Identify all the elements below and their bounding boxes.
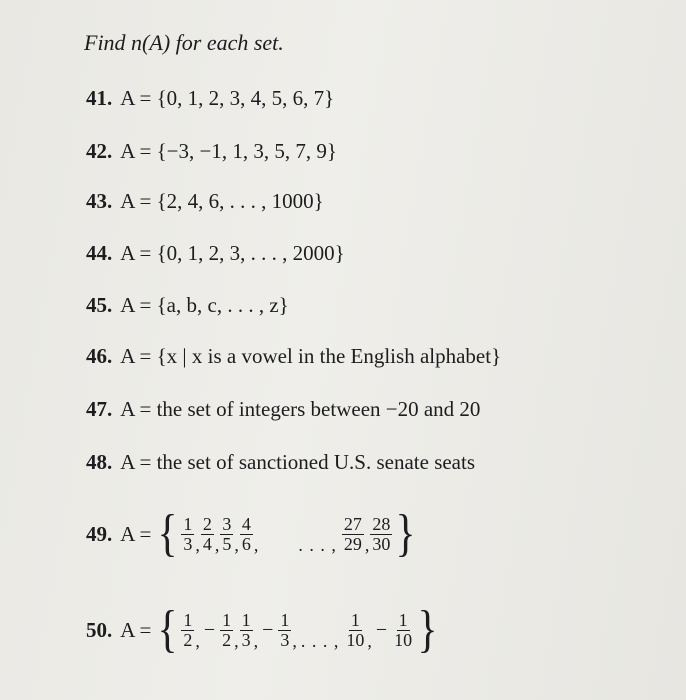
left-brace: { xyxy=(157,601,178,658)
fraction xyxy=(240,611,253,650)
minus-sign: − xyxy=(262,618,274,641)
fraction xyxy=(240,515,253,554)
comma: , xyxy=(364,535,370,555)
fraction xyxy=(181,515,194,554)
fraction xyxy=(392,611,414,650)
comma: , xyxy=(214,535,220,555)
problem-number: 45. xyxy=(86,293,113,317)
numerator: 1 xyxy=(241,609,251,630)
fraction xyxy=(278,611,291,650)
comma: , xyxy=(253,535,259,555)
denominator: 5 xyxy=(222,533,232,554)
numerator: 3 xyxy=(222,513,232,534)
problem-number: 48. xyxy=(86,450,113,474)
ellipsis: . . . , xyxy=(300,631,340,651)
right-brace: } xyxy=(395,505,416,562)
denominator: 30 xyxy=(372,533,391,554)
numerator: 4 xyxy=(241,513,251,534)
numerator: 1 xyxy=(183,513,193,534)
fraction xyxy=(220,515,233,554)
fraction xyxy=(344,611,366,650)
problem-42 xyxy=(86,139,337,164)
problem-49 xyxy=(86,505,418,562)
problem-number: 43. xyxy=(86,189,113,213)
ellipsis: . . . , xyxy=(298,535,337,555)
problem-number: 50. xyxy=(86,617,113,642)
problem-46 xyxy=(86,344,501,369)
problem-50 xyxy=(86,601,440,658)
problem-number: 46. xyxy=(86,344,113,368)
numerator: 1 xyxy=(350,609,360,630)
comma: , xyxy=(234,535,239,555)
problem-text: A = {a, b, c, . . . , z} xyxy=(120,293,289,317)
numerator: 28 xyxy=(372,513,391,534)
problem-45 xyxy=(86,293,289,318)
comma: , xyxy=(195,631,200,651)
problem-41 xyxy=(86,86,334,111)
problem-text: A = {0, 1, 2, 3, . . . , 2000} xyxy=(120,241,345,265)
numerator: 1 xyxy=(183,609,193,630)
problem-text: A = {x | x is a vowel in the English alphabet} xyxy=(120,344,502,368)
set-lhs: A = xyxy=(120,617,152,642)
problem-number: 44. xyxy=(86,241,113,265)
comma: , xyxy=(253,631,259,651)
numerator: 2 xyxy=(202,513,212,534)
fraction xyxy=(342,515,364,554)
minus-sign: − xyxy=(203,618,216,641)
denominator: 4 xyxy=(202,533,212,554)
problem-text: A = the set of sanctioned U.S. senate seats xyxy=(120,450,476,474)
problem-text: A = {0, 1, 2, 3, 4, 5, 6, 7} xyxy=(120,86,335,110)
fraction xyxy=(370,515,392,554)
numerator: 1 xyxy=(222,609,232,630)
fraction xyxy=(220,611,233,650)
comma: , xyxy=(195,535,200,555)
problem-number: 49. xyxy=(86,521,113,546)
denominator: 2 xyxy=(222,629,232,650)
numerator: 1 xyxy=(398,609,408,630)
problem-47 xyxy=(86,397,480,422)
denominator: 10 xyxy=(346,629,365,650)
problem-44 xyxy=(86,241,345,266)
numerator: 27 xyxy=(343,513,362,534)
fraction xyxy=(201,515,214,554)
problem-text: A = {−3, −1, 1, 3, 5, 7, 9} xyxy=(120,139,337,163)
minus-sign: − xyxy=(375,618,388,641)
problem-text: A = the set of integers between −20 and 20 xyxy=(120,397,481,421)
problem-number: 42. xyxy=(86,139,113,163)
problem-text: A = {2, 4, 6, . . . , 1000} xyxy=(120,189,324,213)
denominator: 29 xyxy=(343,533,362,554)
denominator: 3 xyxy=(183,533,193,554)
comma: , xyxy=(367,631,372,651)
problem-number: 47. xyxy=(86,397,113,421)
problem-48 xyxy=(86,450,475,475)
instruction-text: Find n(A) for each set. xyxy=(84,30,284,55)
denominator: 2 xyxy=(183,629,193,650)
comma: , xyxy=(234,631,239,651)
denominator: 10 xyxy=(394,629,413,650)
numerator: 1 xyxy=(280,609,290,630)
problem-43 xyxy=(86,189,324,214)
fraction xyxy=(181,611,194,650)
denominator: 3 xyxy=(280,629,290,650)
set-lhs: A = xyxy=(120,521,152,546)
denominator: 6 xyxy=(241,533,251,554)
comma: , xyxy=(292,631,297,651)
right-brace: } xyxy=(417,601,438,658)
denominator: 3 xyxy=(241,629,251,650)
problem-number: 41. xyxy=(86,86,113,110)
left-brace: { xyxy=(157,505,178,562)
